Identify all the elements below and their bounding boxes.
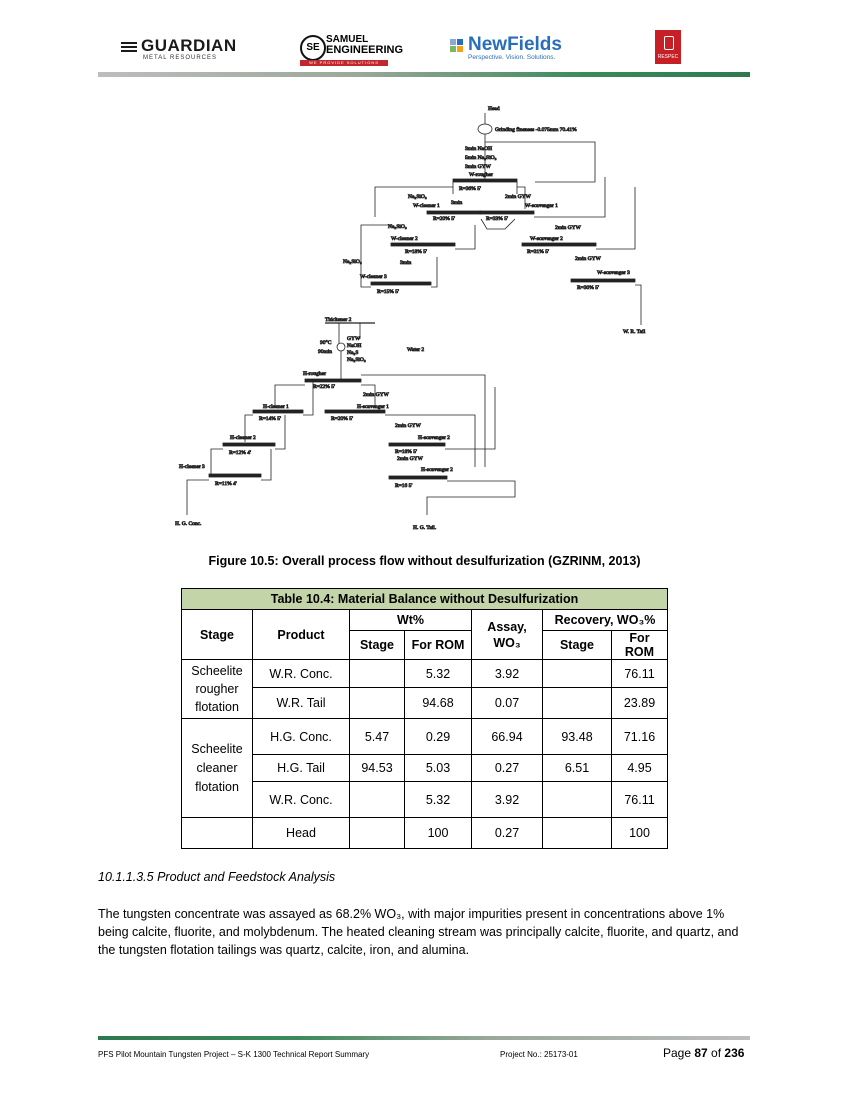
respec-mark-icon xyxy=(664,36,674,50)
cell-rec-stage xyxy=(543,782,612,818)
footer-project-number: Project No.: 25173-01 xyxy=(500,1050,578,1059)
cell-wt-stage: 5.47 xyxy=(350,719,405,755)
flow-w-scav3-r: R=30% 5' xyxy=(577,285,599,291)
cell-rec-rom: 76.11 xyxy=(612,660,668,688)
flow-h-scav3-r: R=16 5' xyxy=(395,483,413,489)
col-rec-rom: For ROM xyxy=(612,631,668,660)
grinding-mill-icon xyxy=(478,124,492,134)
cell-product: H.G. Tail xyxy=(253,755,350,782)
col-product: Product xyxy=(253,610,350,660)
col-assay xyxy=(472,610,543,660)
w-cleaner2-cell xyxy=(391,243,455,246)
flow-grinding-label: Grinding fineness -0.075mm 70.41% xyxy=(495,127,577,133)
cell-wt-rom: 0.29 xyxy=(405,719,472,755)
flow-w-scav1-reag: 2min GYW xyxy=(505,194,531,200)
flow-h-cleaner1: H-cleaner 1 xyxy=(263,404,289,410)
flow-h-scav3-reag: 2min GYW xyxy=(397,456,423,462)
cell-assay: 66.94 xyxy=(472,719,543,755)
flow-w-cleaner3-reag: 3min xyxy=(400,260,412,266)
flow-reag-rougher-2: 5min Na₂SiO₃ xyxy=(465,155,497,161)
flow-heat-reag-2: NaOH xyxy=(347,343,362,349)
flow-h-scav3: H-scavenger 2 xyxy=(421,467,453,473)
material-balance-table xyxy=(181,588,668,849)
flow-w-rougher: W-rougher xyxy=(469,172,493,178)
cell-rec-stage xyxy=(543,688,612,719)
flow-hg-tail: H. G. Tail. xyxy=(413,525,437,531)
footer-page-number xyxy=(663,1046,744,1060)
cell-product: W.R. Tail xyxy=(253,688,350,719)
of-word: of xyxy=(707,1046,725,1060)
body-paragraph: The tungsten concentrate was assayed as 68.2% WO₃, with major impurities present in concentrations above 1% being calcite, fluorite, and molybdenum. The heated cleaning stream was principally calcite, fluorite, and quartz, and the tungsten flotation tailings was quartz, calcite, iron, and alumina. xyxy=(98,907,739,957)
cell-wt-rom: 5.03 xyxy=(405,755,472,782)
group-rougher: Scheelite rougher flotation xyxy=(182,660,253,719)
cell-rec-rom: 76.11 xyxy=(612,782,668,818)
flow-w-scav3-reag: 2min GYW xyxy=(575,256,601,262)
cell-wt-rom: 5.32 xyxy=(405,660,472,688)
footer-report-title: PFS Pilot Mountain Tungsten Project – S-K 1300 Technical Report Summary xyxy=(98,1050,370,1059)
col-stage: Stage xyxy=(182,610,253,660)
flow-h-cleaner2: H-cleaner 2 xyxy=(230,435,256,441)
cell-rec-stage xyxy=(543,660,612,688)
header-rule xyxy=(98,72,750,77)
guardian-subtitle: METAL RESOURCES xyxy=(143,55,218,61)
footer-rule xyxy=(98,1036,750,1040)
flow-w-cleaner3: W-cleaner 3 xyxy=(360,274,387,280)
col-rec-stage: Stage xyxy=(543,631,612,660)
cell-rec-stage: 6.51 xyxy=(543,755,612,782)
flow-w-cleaner1: W-cleaner 1 xyxy=(413,203,440,209)
flow-h-scav2: H-scavenger 2 xyxy=(418,435,450,441)
h-scavenger3-cell xyxy=(389,476,447,479)
cell-product: H.G. Conc. xyxy=(253,719,350,755)
group-cleaner: Scheelite cleaner flotation xyxy=(182,719,253,818)
flow-w-scav1: W-scavenger 1 xyxy=(525,203,558,209)
cell-wt-rom: 100 xyxy=(405,818,472,849)
flow-w-cleaner2-r: R=18% 5' xyxy=(405,249,427,255)
cell-wt-stage xyxy=(350,782,405,818)
table-row xyxy=(182,818,668,849)
flow-wr-tail: W. R. Tail xyxy=(623,329,646,335)
cell-assay: 3.92 xyxy=(472,660,543,688)
flow-water: Water 2 xyxy=(407,347,425,353)
cell-product: Head xyxy=(253,818,350,849)
newfields-tagline: Perspective. Vision. Solutions. xyxy=(468,54,556,61)
se-badge-icon: SE xyxy=(300,35,326,61)
col-assay-line1: Assay, xyxy=(487,619,527,634)
flow-heat-reag-1: GYW xyxy=(347,336,361,342)
flow-reag-rougher-1: 3min NaOH xyxy=(465,146,493,152)
menu-bars-icon xyxy=(121,40,137,54)
flow-w-scav2: W-scavenger 2 xyxy=(530,236,563,242)
flow-w-scav1-r: R=33% 5' xyxy=(486,216,508,222)
cell-wt-rom: 5.32 xyxy=(405,782,472,818)
table-row xyxy=(182,660,668,688)
flow-h-cleaner2-r: R=12% 4' xyxy=(229,450,251,456)
w-rougher-cell xyxy=(453,179,517,182)
flow-heat-2: 90min xyxy=(318,349,333,355)
flow-hg-conc: H. G. Conc. xyxy=(175,521,202,527)
flow-w-cleaner2: W-cleaner 2 xyxy=(391,236,418,242)
w-scavenger2-cell xyxy=(522,243,596,246)
col-wt-stage: Stage xyxy=(350,631,405,660)
table-row xyxy=(182,782,668,818)
col-wt-rom: For ROM xyxy=(405,631,472,660)
section-subheading: 10.1.1.3.5 Product and Feedstock Analysis xyxy=(98,870,336,884)
flow-h-cleaner1-r: R=14% 5' xyxy=(259,416,281,422)
guardian-logo xyxy=(121,36,237,56)
newfields-squares-icon xyxy=(450,39,464,53)
flow-w-rougher-r: R=36% 5' xyxy=(459,186,481,192)
flow-w-cleaner1-r: R=20% 5' xyxy=(433,216,455,222)
h-cleaner2-cell xyxy=(223,443,275,446)
flow-h-scav1: H-scavenger 1 xyxy=(357,404,389,410)
cell-wt-rom: 94.68 xyxy=(405,688,472,719)
flow-thickener: Thickener 2 xyxy=(325,317,352,323)
respec-logo xyxy=(655,30,681,64)
samuel-line2: ENGINEERING xyxy=(326,44,404,56)
w-cleaner1-cell xyxy=(427,211,481,214)
flow-heat-reag-4: Na₂SiO₃ xyxy=(347,357,366,363)
cell-rec-rom: 23.89 xyxy=(612,688,668,719)
cell-wt-stage: 94.53 xyxy=(350,755,405,782)
h-cleaner3-cell xyxy=(209,474,261,477)
table-header-row-1 xyxy=(182,610,668,631)
col-wt: Wt% xyxy=(350,610,472,631)
h-scavenger2-cell xyxy=(389,443,445,446)
h-cleaner1-cell xyxy=(253,410,303,413)
flow-heat-1: 90°C xyxy=(320,340,332,346)
flow-na2sio3-side: Na₂SiO₃ xyxy=(343,259,362,265)
cell-product: W.R. Conc. xyxy=(253,782,350,818)
table-row xyxy=(182,755,668,782)
w-scavenger3-cell xyxy=(571,279,635,282)
newfields-name: NewFields xyxy=(468,34,562,55)
flow-w-scav2-r: R=31% 5' xyxy=(527,249,549,255)
page-word: Page xyxy=(663,1046,695,1060)
cell-stage-empty xyxy=(182,818,253,849)
page-header xyxy=(0,0,849,80)
flow-h-scav2-reag: 2min GYW xyxy=(395,423,421,429)
conditioner-icon xyxy=(337,343,345,351)
cell-rec-stage xyxy=(543,818,612,849)
cell-rec-rom: 100 xyxy=(612,818,668,849)
cell-assay: 0.27 xyxy=(472,818,543,849)
flow-h-scav2-r: R=18% 5' xyxy=(395,449,417,455)
flow-w-cleaner1-reag-1: Na₂SiO₃ xyxy=(408,194,427,200)
table-row xyxy=(182,719,668,755)
flow-h-rougher-r: R=22% 5' xyxy=(313,384,335,390)
cell-rec-stage: 93.48 xyxy=(543,719,612,755)
flow-reag-rougher-3: 3min GYW xyxy=(465,164,491,170)
flow-h-cleaner3-r: R=11% 4' xyxy=(215,481,237,487)
w-cleaner3-cell xyxy=(371,282,431,285)
flow-h-scav1-r: R=20% 5' xyxy=(331,416,353,422)
respec-name: RESPEC xyxy=(657,54,679,60)
h-rougher-cell xyxy=(305,379,361,382)
col-assay-line2: WO₃ xyxy=(493,635,521,650)
samuel-line1: SAMUEL xyxy=(326,34,369,45)
cell-wt-stage xyxy=(350,688,405,719)
flow-h-cleaner3: H-cleaner 3 xyxy=(179,464,205,470)
flow-w-cleaner2-reag: Na₂SiO₃ xyxy=(388,224,407,230)
cell-assay: 0.07 xyxy=(472,688,543,719)
flow-w-scav2-reag: 2min GYW xyxy=(555,225,581,231)
cell-assay: 3.92 xyxy=(472,782,543,818)
flow-h-rougher: H-rougher xyxy=(303,371,326,377)
cell-assay: 0.27 xyxy=(472,755,543,782)
h-scavenger1-cell xyxy=(325,410,385,413)
cell-rec-rom: 4.95 xyxy=(612,755,668,782)
page-current: 87 xyxy=(694,1046,708,1060)
flow-w-cleaner3-r: R=15% 5' xyxy=(377,289,399,295)
table-row xyxy=(182,688,668,719)
flow-head-label: Head xyxy=(488,106,500,112)
flow-heat-reag-3: Na₂S xyxy=(347,350,359,356)
process-flow-diagram xyxy=(175,97,675,537)
table-title-row xyxy=(182,589,668,610)
cell-wt-stage xyxy=(350,660,405,688)
figure-caption: Figure 10.5: Overall process flow without desulfurization (GZRINM, 2013) xyxy=(208,554,641,568)
guardian-name: GUARDIAN xyxy=(141,36,237,55)
flow-h-scav1-reag: 2min GYW xyxy=(363,392,389,398)
cell-wt-stage xyxy=(350,818,405,849)
samuel-tagline: WE PROVIDE SOLUTIONS xyxy=(300,60,388,66)
col-recovery: Recovery, WO₃% xyxy=(543,610,668,631)
table-title: Table 10.4: Material Balance without Desulfurization xyxy=(182,589,668,610)
cell-rec-rom: 71.16 xyxy=(612,719,668,755)
page-total: 236 xyxy=(724,1046,745,1060)
cell-product: W.R. Conc. xyxy=(253,660,350,688)
flow-w-cleaner1-reag-2: 3min xyxy=(451,200,463,206)
flow-w-scav3: W-scavenger 3 xyxy=(597,270,630,276)
w-scavenger1-cell xyxy=(480,211,534,214)
